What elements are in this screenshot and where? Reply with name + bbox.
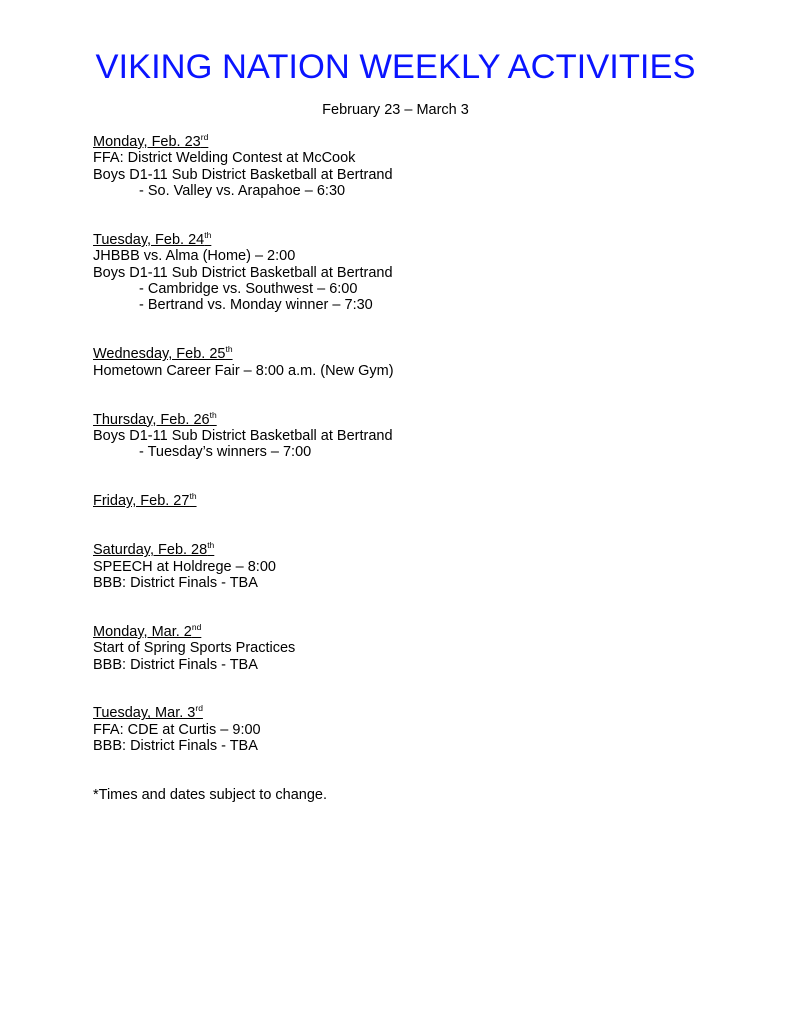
day-heading-text [93, 621, 202, 640]
day-heading-text [93, 409, 217, 428]
day-heading [93, 229, 394, 248]
ordinal-suffix: th [225, 344, 233, 355]
event-item: Boys D1-11 Sub District Basketball at Bertrand [93, 166, 393, 183]
day-label: Saturday, Feb. 28 [93, 542, 208, 559]
event-detail: - Tuesday’s winners – 7:00 [139, 444, 312, 461]
ordinal-suffix: nd [191, 621, 202, 632]
day-heading [93, 493, 394, 509]
day-label: Tuesday, Mar. 3 [93, 705, 196, 722]
ordinal-suffix: th [204, 229, 212, 240]
ordinal-suffix: rd [195, 703, 203, 714]
day-section [93, 493, 394, 509]
event-item: SPEECH at Holdrege – 8:00 [93, 558, 276, 575]
day-heading-text [93, 493, 197, 509]
footnote: *Times and dates subject to change. [93, 787, 328, 804]
day-heading-text [93, 542, 214, 558]
day-heading-text [93, 346, 233, 362]
event-item: Start of Spring Sports Practices [93, 640, 296, 657]
day-heading [93, 134, 394, 150]
event-item: JHBBB vs. Alma (Home) – 2:00 [93, 248, 296, 265]
day-heading [93, 705, 394, 721]
day-section [93, 134, 394, 199]
ordinal-suffix: rd [200, 132, 209, 142]
day-heading-text [93, 229, 212, 248]
event-item: BBB: District Finals - TBA [93, 574, 258, 591]
day-section [93, 621, 394, 673]
day-section [93, 705, 394, 754]
day-label: Monday, Feb. 23 [93, 134, 201, 150]
event-item: BBB: District Finals - TBA [93, 656, 258, 673]
day-section [93, 409, 394, 461]
event-item: Hometown Career Fair – 8:00 a.m. (New Gym) [93, 362, 394, 379]
day-heading [93, 346, 394, 362]
day-heading [93, 409, 394, 428]
ordinal-suffix: th [209, 409, 217, 420]
day-heading [93, 621, 394, 640]
day-heading [93, 542, 394, 558]
event-detail: - Bertrand vs. Monday winner – 7:30 [139, 297, 373, 314]
ordinal-suffix: th [207, 540, 215, 551]
page-title: VIKING NATION WEEKLY ACTIVITIES [95, 48, 696, 86]
event-item: Boys D1-11 Sub District Basketball at Bertrand [93, 427, 393, 444]
date-range-text: February 23 – March 3 [322, 102, 469, 118]
day-section [93, 542, 394, 591]
event-item: Boys D1-11 Sub District Basketball at Bertrand [93, 264, 393, 281]
day-label: Thursday, Feb. 26 [93, 411, 210, 428]
day-heading-text [93, 134, 208, 150]
day-label: Wednesday, Feb. 25 [93, 346, 226, 363]
event-detail: - So. Valley vs. Arapahoe – 6:30 [139, 182, 346, 199]
event-item: FFA: CDE at Curtis – 9:00 [93, 721, 261, 738]
schedule [93, 134, 394, 803]
event-item: FFA: District Welding Contest at McCook [93, 150, 356, 167]
date-range [0, 101, 791, 119]
day-section [93, 229, 394, 314]
day-label: Monday, Mar. 2 [93, 623, 192, 640]
ordinal-suffix: th [189, 491, 197, 502]
event-item: BBB: District Finals - TBA [93, 738, 258, 755]
event-detail: - Cambridge vs. Southwest – 6:00 [139, 280, 358, 297]
day-label: Friday, Feb. 27 [93, 493, 190, 510]
day-section [93, 346, 394, 379]
day-label: Tuesday, Feb. 24 [93, 231, 205, 248]
day-heading-text [93, 705, 203, 721]
